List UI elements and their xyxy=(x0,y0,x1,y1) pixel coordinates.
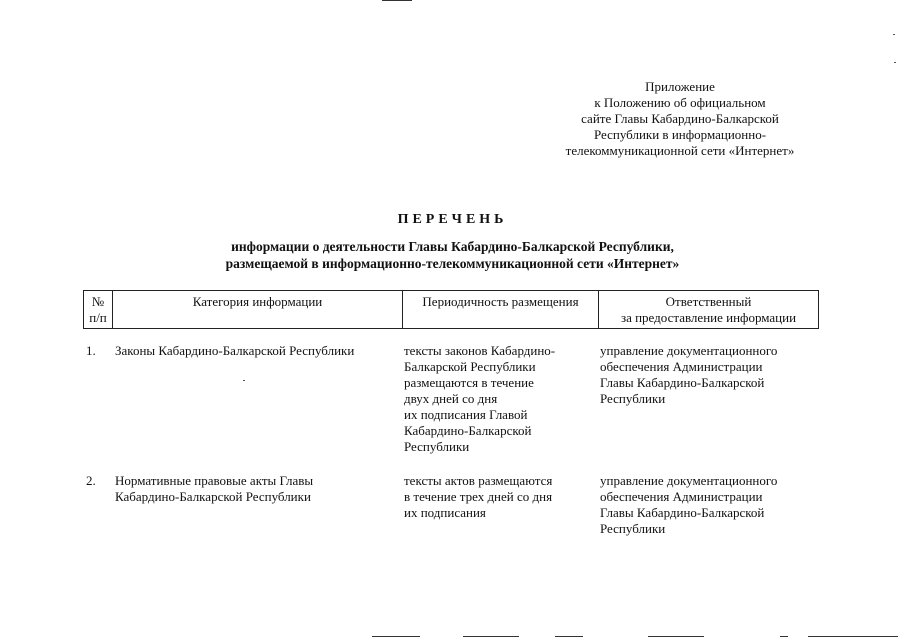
header-category-label: Категория информации xyxy=(192,294,323,309)
row-2-period-line-2: в течение трех дней со дня xyxy=(404,489,553,504)
row-2-period-line-1: тексты актов размещаются xyxy=(404,473,553,488)
header-category xyxy=(113,291,403,329)
row-1-period-line-2: Балкарской Республики xyxy=(404,359,536,374)
header-period-label: Периодичность размещения xyxy=(422,294,579,309)
row-1-period-line-4: двух дней со дня xyxy=(404,391,498,406)
row-2-category-line-2: Кабардино-Балкарской Республики xyxy=(115,489,311,504)
annex-line-3: сайте Главы Кабардино-Балкарской xyxy=(581,111,779,126)
subtitle-line-1: информации о деятельности Главы Кабардино-Балкарской Республики, xyxy=(231,239,674,254)
document-subtitle xyxy=(0,238,905,272)
row-1-category-line-1: Законы Кабардино-Балкарской Республики xyxy=(115,343,355,358)
header-responsible-line-2: за предоставление информации xyxy=(620,310,797,325)
row-1-responsible-line-2: обеспечения Администрации xyxy=(600,359,763,374)
annex-line-5: телекоммуникационной сети «Интернет» xyxy=(565,143,795,158)
scan-mark-top xyxy=(382,0,412,1)
row-2-responsible-line-3: Главы Кабардино-Балкарской xyxy=(600,505,765,520)
scan-dot-3 xyxy=(243,380,245,381)
header-num-line-2: п/п xyxy=(89,310,107,325)
row-1-responsible-line-3: Главы Кабардино-Балкарской xyxy=(600,375,765,390)
scan-mark-bottom-5 xyxy=(780,636,788,637)
row-1-period-line-5: их подписания Главой xyxy=(404,407,528,422)
header-responsible-line-1: Ответственный xyxy=(665,294,752,309)
row-2-category-line-1: Нормативные правовые акты Главы xyxy=(115,473,314,488)
row-1-num: 1. xyxy=(86,343,96,358)
annex-line-1: Приложение xyxy=(645,79,715,94)
table-header-row xyxy=(84,291,819,329)
header-period xyxy=(403,291,599,329)
row-2-responsible-line-2: обеспечения Администрации xyxy=(600,489,763,504)
scan-dot-1 xyxy=(893,34,895,35)
document-title: ПЕРЕЧЕНЬ xyxy=(397,212,508,227)
row-2-responsible xyxy=(600,473,777,537)
scan-mark-bottom-4 xyxy=(648,636,704,637)
row-1-responsible-line-4: Республики xyxy=(600,391,666,406)
row-1-period-line-1: тексты законов Кабардино- xyxy=(404,343,556,358)
row-2-num: 2. xyxy=(86,473,96,488)
annex-line-4: Республики в информационно- xyxy=(593,127,767,142)
row-2-category xyxy=(115,473,313,505)
annex-line-2: к Положению об официальном xyxy=(594,95,766,110)
scan-mark-bottom-3 xyxy=(555,636,583,637)
header-responsible xyxy=(599,291,819,329)
row-1-period-line-3: размещаются в течение xyxy=(404,375,534,390)
scan-mark-bottom-6 xyxy=(808,636,898,637)
subtitle-line-2: размещаемой в информационно-телекоммуникационной сети «Интернет» xyxy=(225,256,680,271)
row-2-responsible-line-1: управление документационного xyxy=(600,473,778,488)
row-1-responsible xyxy=(600,343,777,407)
row-1-responsible-line-1: управление документационного xyxy=(600,343,778,358)
row-1-period-line-6: Кабардино-Балкарской xyxy=(404,423,532,438)
header-num xyxy=(84,291,113,329)
table-header xyxy=(83,290,819,329)
scan-mark-bottom-2 xyxy=(463,636,519,637)
annex-block xyxy=(520,79,840,159)
row-1-category xyxy=(115,343,354,359)
scan-mark-bottom-1 xyxy=(372,636,420,637)
row-2-responsible-line-4: Республики xyxy=(600,521,666,536)
scan-dot-2 xyxy=(894,62,896,63)
header-num-line-1: № xyxy=(91,294,105,309)
row-2-period xyxy=(404,473,552,521)
row-2-period-line-3: их подписания xyxy=(404,505,486,520)
row-1-period-line-7: Республики xyxy=(404,439,470,454)
row-1-period xyxy=(404,343,555,455)
